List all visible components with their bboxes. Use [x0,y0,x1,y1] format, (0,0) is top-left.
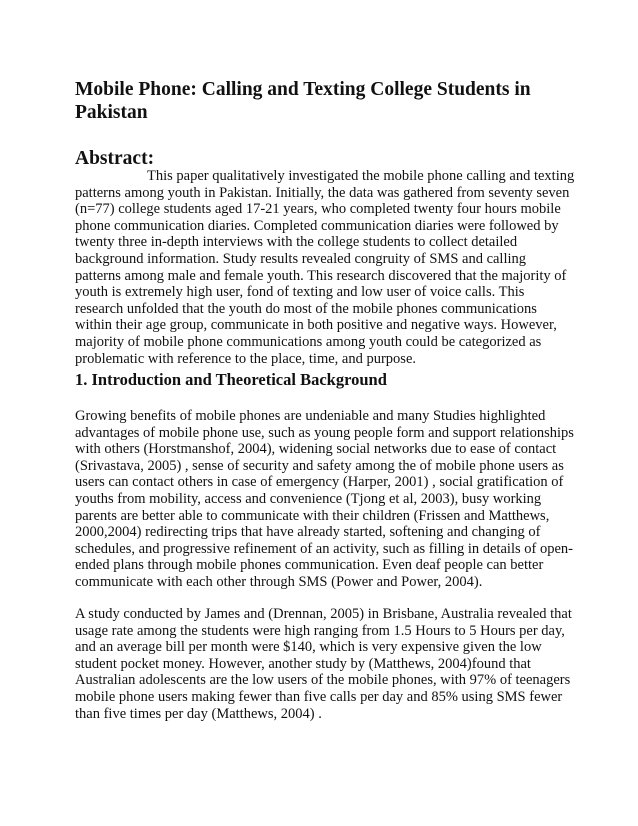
abstract-text: This paper qualitatively investigated the mobile phone calling and texting patterns among youth in Pakistan. Initially, the data was gathered from seventy seven (n=77) college students aged 17-21 years, who completed twenty four hours mobile phone communication diaries. Completed communication diaries were followed by twenty three in-depth interviews with the college students to collect detailed background information. Study results revealed congruity of SMS and calling patterns among male and female youth. This research discovered that the majority of youth is extremely high user, fond of texting and low user of voice calls. This research unfolded that the youth do most of the mobile phones communications within their age group, communicate in both positive and negative ways. However, majority of mobile phone communications among youth could be categorized as problematic with reference to the place, time, and purpose. [75,168,575,367]
intro-paragraph: Growing benefits of mobile phones are undeniable and many Studies highlighted advantages of mobile phone use, such as young people form and support relationships with others (Horstmanshof, 2004), widening social networks due to ease of contact (Srivastava, 2005) , sense of security and safety among the of mobile phone users as users can contact others in case of emergency (Harper, 2001) , social gratification of youths from mobility, access and convenience (Tjong et al, 2003), busy working parents are better able to communicate with their children (Frissen and Matthews, 2000,2004) redirecting trips that have already started, softening and changing of schedules, and progressive refinement of an activity, such as filling in details of open-ended plans through mobile phones communication. Even deaf people can better communicate with each other through SMS (Power and Power, 2004). [75,408,574,590]
section-heading: 1. Introduction and Theoretical Background [75,370,387,389]
paper-title: Mobile Phone: Calling and Texting College Students in Pakistan [75,79,531,123]
abstract-heading: Abstract: [75,148,155,169]
intro-paragraph-2: A study conducted by James and (Drennan, 2005) in Brisbane, Australia revealed that usage rate among the students were high ranging from 1.5 Hours to 5 Hours per day, and an average bill per month were $140, which is very expensive given the low student pocket money. However, another study by (Matthews, 2004)found that Australian adolescents are the low users of the mobile phones, with 97% of teenagers mobile phone users making fewer than five calls per day and 85% using SMS fewer than five times per day (Matthews, 2004) . [75,606,572,722]
